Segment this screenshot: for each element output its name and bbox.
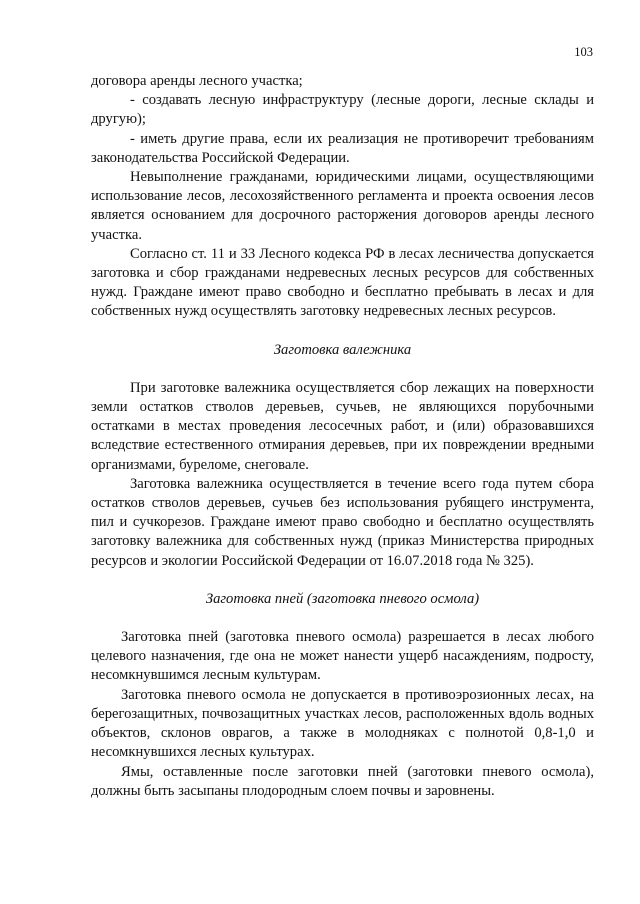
paragraph: Заготовка валежника осуществляется в течение всего года путем сбора остатков стволов деревьев, сучьев без использования рубящего инструмента, пил и сучкорезов. Граждане имеют право свободно и бесплатно осуществлять заготовку валежника для собственных нужд (приказ Министерства природных ресурсов и экологии Российской Федерации от 16.07.2018 года № 325). [91, 475, 594, 569]
section-heading: Заготовка валежника [273, 341, 412, 358]
paragraph: договора аренды лесного участка; [91, 73, 303, 89]
paragraph: Согласно ст. 11 и 33 Лесного кодекса РФ в лесах лесничества допускается заготовка и сбор гражданами недревесных лесных ресурсов для собственных нужд. Граждане имеют право свободно и бесплатно пребывать в лесах и для собственных нужд осуществлять заготовку недревесных лесных ресурсов. [91, 245, 594, 320]
list-item: - иметь другие права, если их реализация не противоречит требованиям законодательства Российской Федерации. [91, 130, 594, 166]
section-heading: Заготовка пней (заготовка пневого осмола) [205, 590, 480, 607]
paragraph: Ямы, оставленные после заготовки пней (заготовки пневого осмола), должны быть засыпаны плодородным слоем почвы и заровнены. [91, 763, 594, 799]
body-text [91, 72, 594, 801]
paragraph: При заготовке валежника осуществляется сбор лежащих на поверхности земли остатков стволов деревьев, сучьев, не являющихся порубочными остатками в местах проведения лесосечных работ, и (или) образовавшихся вследствие естественного отмирания деревьев, при их повреждении вредными организмами, буреломе, снеговале. [91, 379, 594, 473]
paragraph: Заготовка пней (заготовка пневого осмола) разрешается в лесах любого целевого назначения, где она не может нанести ущерб насаждениям, подросту, несомкнувшимся лесным культурам. [91, 629, 594, 684]
list-item: - создавать лесную инфраструктуру (лесные дороги, лесные склады и другую); [91, 92, 594, 128]
paragraph: Заготовка пневого осмола не допускается в противоэрозионных лесах, на берегозащитных, почвозащитных участках лесов, расположенных вдоль водных объектов, склонов оврагов, а также в молодняках с полнотой 0,8-1,0 и несомкнувшихся лесных культурах. [91, 686, 594, 761]
paragraph: Невыполнение гражданами, юридическими лицами, осуществляющими использование лесов, лесохозяйственного регламента и проекта освоения лесов является основанием для досрочного расторжения договоров аренды лесного участка. [91, 169, 594, 243]
page-number: 103 [574, 45, 593, 59]
